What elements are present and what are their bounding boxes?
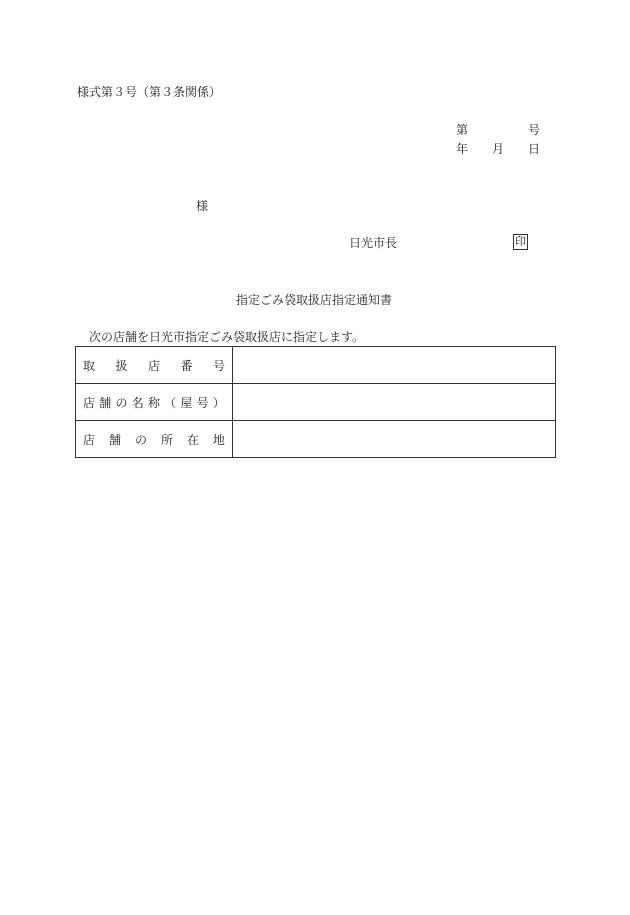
addressee-honorific: 様 [196,199,209,213]
label-char: の [115,395,128,410]
issuer-name: 日光市長 [349,236,398,250]
label-char: 取 [83,358,96,373]
document-number-prefix: 第 [456,123,469,137]
label-store-address [76,431,232,448]
value-store-name[interactable] [233,384,556,421]
form-number: 様式第３号（第３条関係） [77,85,222,99]
table-row-store-name [76,384,556,421]
value-store-address[interactable] [233,421,556,458]
label-char: 店 [83,432,96,447]
label-store-name [76,394,232,411]
store-info-table [75,346,556,458]
label-store-number [76,357,232,374]
table-label-cell [76,421,233,458]
label-char: 番 [180,358,193,373]
date-year: 年 [456,142,469,156]
document-number-suffix: 号 [528,123,541,137]
value-store-number[interactable] [233,347,556,384]
label-char: の [134,432,147,447]
label-char: 扱 [115,358,128,373]
table-row-store-address [76,421,556,458]
label-char: （ [164,395,177,410]
seal-stamp: 印 [515,235,526,248]
label-char: 在 [186,432,199,447]
label-char: 店 [83,395,96,410]
label-char: 地 [212,432,225,447]
table-row-store-number [76,347,556,384]
label-char: 店 [147,358,160,373]
label-char: 名 [131,395,144,410]
label-char: 号 [196,395,209,410]
label-char: 舗 [99,395,112,410]
label-char: 所 [160,432,173,447]
label-char: 屋 [180,395,193,410]
label-char: 称 [147,395,160,410]
document-title: 指定ごみ袋取扱店指定通知書 [236,293,393,307]
label-char: 舗 [108,432,121,447]
table-label-cell [76,347,233,384]
label-char: ） [212,395,225,410]
intro-text: 次の店舗を日光市指定ごみ袋取扱店に指定します。 [89,330,365,344]
date-month: 月 [492,142,505,156]
table-label-cell [76,384,233,421]
date-day: 日 [528,142,541,156]
label-char: 号 [212,358,225,373]
